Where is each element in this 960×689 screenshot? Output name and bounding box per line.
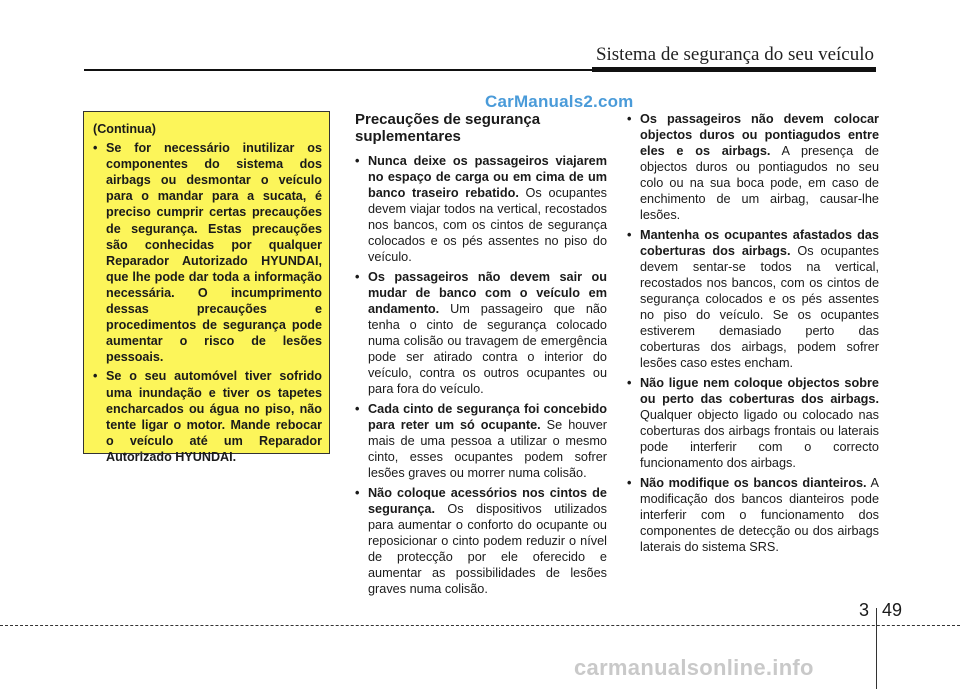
footer-vertical-rule xyxy=(876,608,877,689)
watermark-top: CarManuals2.com xyxy=(485,92,634,111)
footer-dashed-rule xyxy=(0,625,960,626)
bullet-body: Um passageiro que não tenha o cinto de segurança colocado numa colisão ou travagem de emergência pode ser atirado contra o interior do veículo, contra os outros ocupantes ou para fora do veículo. xyxy=(368,302,607,396)
page-number: 49 xyxy=(882,600,903,620)
bullet-lead: Não ligue nem coloque objectos sobre ou perto das coberturas dos airbags. xyxy=(640,376,879,406)
bullet-item xyxy=(355,153,607,265)
bullet-item xyxy=(355,269,607,397)
continued-label: (Continua) xyxy=(93,122,156,136)
right-column xyxy=(627,111,879,559)
watermark-bottom: carmanualsonline.info xyxy=(574,655,814,680)
bullet-lead: Cada cinto de segurança foi concebido para reter um só ocupante. xyxy=(368,402,607,432)
header-title: Sistema de segurança do seu veículo xyxy=(595,44,874,65)
section-title: Precauções de segurança suplementares xyxy=(355,111,541,145)
bullet-body: A modificação dos bancos dianteiros pode interferir com o funcionamento dos componentes de detecção ou dos airbags laterais do sistema SRS. xyxy=(640,476,879,554)
bullet-lead: Mantenha os ocupantes afastados das coberturas dos airbags. xyxy=(640,228,879,258)
note-item: • Se for necessário inutilizar os componentes do sistema dos airbags ou desmontar o veículo para o mandar para a sucata, é preciso cumprir certas precauções de segurança. Estas precauções são conhecidas por qualquer Reparador Autorizado HYUNDAI, que lhe pode dar toda a informação necessária. O incumprimento dessas precauções e procedimentos de segurança pode aumentar o risco de lesões pessoais. xyxy=(93,140,322,365)
bullet-lead: Nunca deixe os passageiros viajarem no espaço de carga ou em cima de um banco traseiro rebatido. xyxy=(368,154,607,200)
bullet-body: A presença de objectos duros ou pontiagudos no seu colo ou na sua boca pode, em caso de enchimento de um airbag, causar-lhe lesões. xyxy=(640,144,879,222)
bullet-item xyxy=(355,485,607,597)
bullet-body: Os ocupantes devem viajar todos na vertical, recostados nos bancos, com os cintos de segurança colocados e os pés assentes no piso do veículo. xyxy=(368,186,607,264)
bullet-item xyxy=(355,401,607,481)
bullet-body: Os ocupantes devem sentar-se todos na vertical, recostados nos bancos, com os cintos de segurança colocados e os pés assentes no piso do veículo. Se os ocupantes estiverem demasiado perto das coberturas dos airbags, podem sofrer lesões caso estes encham. xyxy=(640,244,879,370)
bullet-item xyxy=(627,111,879,223)
bullet-lead: Não modifique os bancos dianteiros. xyxy=(640,476,867,490)
continued-note-box xyxy=(83,111,330,464)
bullet-item xyxy=(627,475,879,555)
bullet-lead: Não coloque acessórios nos cintos de segurança. xyxy=(368,486,607,516)
bullet-body: Os dispositivos utilizados para aumentar o conforto do ocupante ou reposicionar o cinto podem reduzir o nível de protecção por ele oferecido e aumentar as possibilidades de lesões graves numa colisão. xyxy=(368,502,607,596)
note-item: • Se o seu automóvel tiver sofrido uma inundação e tiver os tapetes encharcados ou água no piso, não tente ligar o motor. Mande rebocar o veículo até um Reparador Autorizado HYUNDAI. xyxy=(93,368,322,465)
middle-column xyxy=(355,111,607,601)
bullet-body: Se houver mais de uma pessoa a utilizar o mesmo cinto, esses ocupantes podem sofrer lesões graves ou morrer numa colisão. xyxy=(368,418,607,480)
chapter-number: 3 xyxy=(859,600,870,620)
bullet-item xyxy=(627,375,879,471)
header-bar xyxy=(592,67,876,72)
bullet-lead: Os passageiros não devem colocar objectos duros ou pontiagudos entre eles e os airbags. xyxy=(640,112,879,158)
bullet-item xyxy=(627,227,879,371)
bullet-body: Qualquer objecto ligado ou colocado nas coberturas dos airbags frontais ou laterais pode interferir com o correcto funcionamento dos airbags. xyxy=(640,408,879,470)
bullet-lead: Os passageiros não devem sair ou mudar de banco com o veículo em andamento. xyxy=(368,270,607,316)
